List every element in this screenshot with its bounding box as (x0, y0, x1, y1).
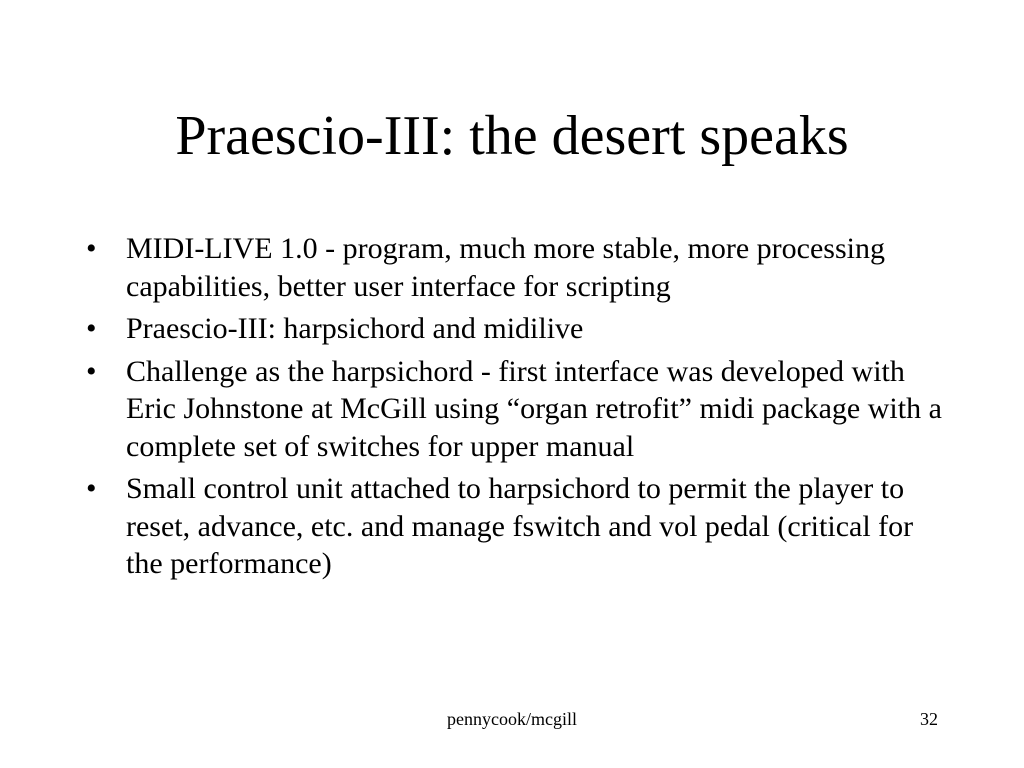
bullet-item (86, 353, 946, 466)
slide-footer: pennycook/mcgill (447, 709, 577, 729)
bullet-text: MIDI-LIVE 1.0 - program, much more stable, more processing capabilities, better user interface for scripting (126, 232, 885, 303)
bullet-list (86, 230, 946, 588)
bullet-point-icon: • (86, 232, 97, 265)
bullet-point-icon: • (86, 312, 97, 345)
bullet-item (86, 470, 946, 583)
bullet-point-icon: • (86, 354, 97, 388)
page-number: 32 (920, 709, 938, 729)
bullet-item (86, 230, 946, 305)
slide-title: Praescio-III: the desert speaks (175, 105, 849, 167)
bullet-point-icon: • (86, 472, 97, 505)
bullet-text: Small control unit attached to harpsichord to permit the player to reset, advance, etc. and manage fswitch and vol pedal (critical for the performance) (126, 472, 914, 580)
bullet-text: Praescio-III: harpsichord and midilive (126, 312, 584, 345)
bullet-text: Challenge as the harpsichord - first interface was developed with Eric Johnstone at McGill using “organ retrofit” midi package with a complete set of switches for upper manual (126, 354, 942, 463)
bullet-item (86, 310, 946, 348)
